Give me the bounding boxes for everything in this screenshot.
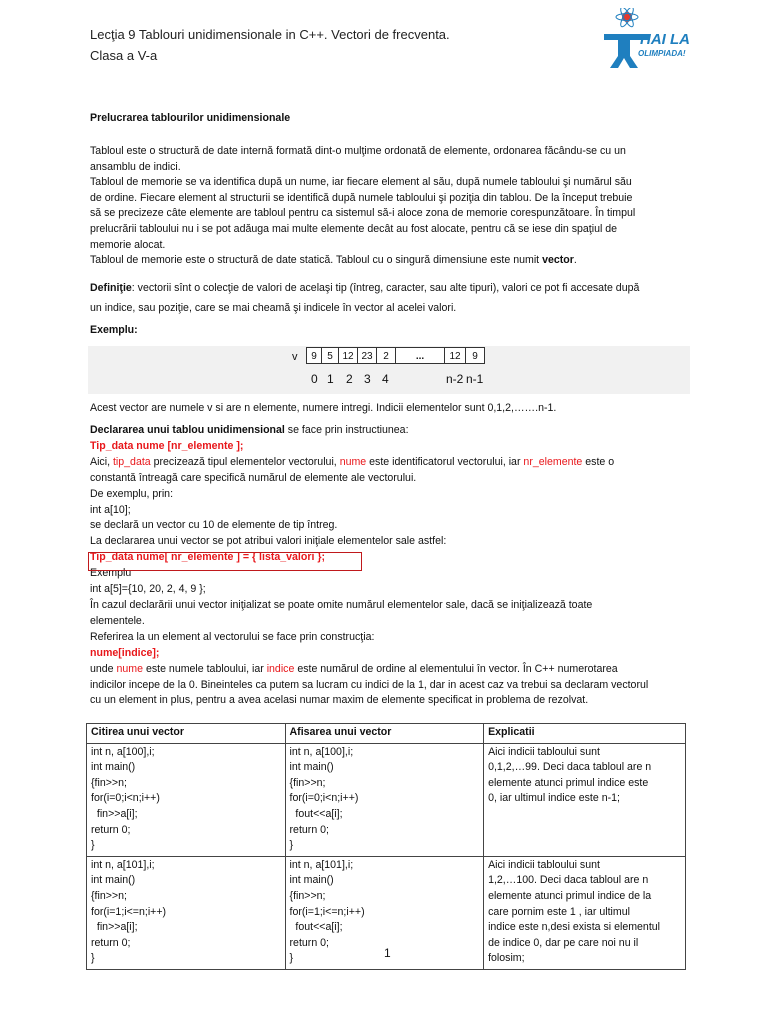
section-title: Prelucrarea tablourilor unidimensionale	[90, 112, 291, 124]
declaration-title-suffix: se face prin instructiunea:	[284, 424, 409, 436]
vector-cell: 23	[357, 347, 377, 364]
example-label: Exemplu:	[90, 324, 138, 336]
table-row	[87, 743, 686, 856]
ref-syntax: nume[indice];	[90, 646, 160, 659]
vector-cell: 9	[465, 347, 485, 364]
vector-index: 0	[311, 372, 318, 386]
vector-table	[86, 723, 686, 970]
logo-text-sub: OLIMPIADA!	[638, 49, 686, 58]
intro-line: de ordine. Fiecare element al structurii se identifică după numele tabloului şi poziţia din tablou. De la început trebuie	[90, 191, 633, 204]
vector-index: n-2	[446, 372, 464, 386]
de-exemplu: De exemplu, prin:	[90, 487, 174, 500]
intro-paragraph	[90, 144, 690, 269]
vector-cell: 5	[321, 347, 339, 364]
term-nume: nume	[116, 662, 144, 675]
aici-line	[90, 455, 690, 471]
exemplu-label: Exemplu	[90, 567, 132, 580]
vector-term: vector	[542, 254, 574, 267]
aici-text: este identificatorul vectorului, iar	[366, 455, 524, 468]
table-header: Explicatii	[484, 724, 686, 744]
read-code-cell: int n, a[100],i; int main() {fin>>n; for(i=0;i<n;i++) fin>>a[i]; return 0; }	[87, 743, 286, 856]
vector-index: 2	[346, 372, 353, 386]
explain-cell: Aici indicii tabloului sunt 0,1,2,…99. Deci daca tabloul are n elemente atunci primul indice este 0, iar ultimul indice este n-1;	[484, 743, 686, 856]
vector-name: v	[292, 351, 298, 363]
static-line-text: Tabloul de memorie este o structură de date statică. Tabloul cu o singură dimensiune este numit	[90, 254, 543, 267]
page-number: 1	[384, 946, 391, 960]
code-example-2: int a[5]={10, 20, 2, 4, 9 };	[90, 583, 206, 596]
definition-paragraph	[90, 278, 690, 318]
write-code-cell: int n, a[100],i; int main() {fin>>n; for(i=0;i<n;i++) fout<<a[i]; return 0; }	[285, 743, 484, 856]
read-code-cell: int n, a[101],i; int main() {fin>>n; for(i=1;i<=n;i++) fin>>a[i]; return 0; }	[87, 856, 286, 969]
table-header: Citirea unui vector	[87, 724, 286, 744]
vector-cell: 9	[306, 347, 322, 364]
definition-line1: : vectorii sînt o colecţie de valori de acelaşi tip (întreg, caracter, sau alte tipuri), valori ce pot fi accesate după	[131, 282, 640, 294]
table-header: Afisarea unui vector	[285, 724, 484, 744]
vector-cell: 12	[338, 347, 358, 364]
omit-line-1: În cazul declarării unui vector iniţializat se poate omite numărul elementelor sale, dacă se iniţializează toate	[90, 598, 593, 611]
term-tip-data: tip_data	[112, 455, 151, 468]
definition-line2: un indice, sau poziţie, care se mai cheamă şi indicele în vector al acelei valori.	[90, 302, 457, 314]
hai-la-olimpiada-logo	[600, 8, 700, 72]
vector-cell: 2	[376, 347, 396, 364]
aici-text: Aici,	[90, 455, 113, 468]
term-nume: nume	[339, 455, 367, 468]
class-label: Clasa a V-a	[90, 48, 158, 63]
unde-line-2: indicilor incepe de la 0. Bineinteles ca putem sa lucram cu indici de la 1, dar in acest caz va trebui sa declaram vectorul	[90, 678, 649, 691]
omit-line-2: elementele.	[90, 614, 145, 627]
vector-cell-ellipsis: ...	[395, 347, 445, 364]
declaration-title: Declararea unui tablou unidimensional	[90, 424, 285, 436]
code-example-1: int a[10];	[90, 503, 131, 516]
vector-explanation: Acest vector are numele v si are n elemente, numere intregi. Indicii elementelor sunt 0,1,2,…….n-1.	[90, 402, 557, 414]
term-indice: indice	[266, 662, 295, 675]
init-syntax-box	[88, 552, 362, 571]
intro-line: ansamblu de indici.	[90, 160, 181, 173]
unde-text: unde	[90, 662, 117, 675]
intro-line: prelucrării tabloului nu i se pot adăuga mai multe elemente decât au fost alocate, pentru că se iese din spaţiul de	[90, 222, 618, 235]
vector-index: n-1	[466, 372, 484, 386]
unde-text: este numele tabloului, iar	[143, 662, 267, 675]
declaration-syntax: Tip_data nume [nr_elemente ];	[90, 439, 244, 452]
const-line: constantă întreagă care specifică numărul de elemente ale vectorului.	[90, 471, 417, 484]
intro-line: memorie alocat.	[90, 238, 166, 251]
vector-index: 3	[364, 372, 371, 386]
unde-line-3: cu un element in plus, pentru a avea acelasi numar maxim de elemente specificat in problema de rezolvat.	[90, 694, 589, 707]
intro-line: Tabloul este o structură de date internă formată dint-o mulţime ordonată de elemente, ordonarea făcându-se cu un	[90, 145, 626, 157]
vector-index: 4	[382, 372, 389, 386]
definition-label: Definiţie	[90, 282, 132, 294]
aici-text: precizează tipul elementelor vectorului,	[150, 455, 340, 468]
write-code-cell: int n, a[101],i; int main() {fin>>n; for(i=1;i<=n;i++) fout<<a[i]; return 0; }	[285, 856, 484, 969]
aici-text: este o	[582, 455, 615, 468]
logo-text-main: HAI LA	[640, 31, 690, 48]
lesson-title: Lecţia 9 Tablouri unidimensionale in C++. Vectori de frecventa.	[90, 27, 450, 42]
vector-index: 1	[327, 372, 334, 386]
unde-line	[90, 662, 690, 678]
static-line-end: .	[573, 254, 577, 267]
se-declara-line: se declară un vector cu 10 de elemente de tip întreg.	[90, 519, 338, 532]
intro-line: să se precizeze câte elemente are tabloul pentru ca sistemul să-i aloce zona de memorie corespunzătoare. În timpul	[90, 207, 636, 220]
ref-intro: Referirea la un element al vectorului se face prin construcţia:	[90, 630, 375, 643]
term-nr-elemente: nr_elemente	[523, 455, 583, 468]
explain-cell: Aici indicii tabloului sunt 1,2,…100. Deci daca tabloul are n elemente atunci primul indice de la care pornim este 1 , iar ultimul indice este n,desi exista si elementul de indice 0, dar pe care noi nu il folosim;	[484, 856, 686, 969]
init-intro: La declararea unui vector se pot atribui valori iniţiale elementelor sale astfel:	[90, 535, 447, 548]
intro-line: Tabloul de memorie se va identifica după un nume, iar fiecare element al său, după numele tabloului şi numărul său	[90, 176, 632, 189]
unde-text: este numărul de ordine al elementului în vector. În C++ numerotarea	[294, 662, 618, 675]
static-structure-line	[90, 253, 690, 269]
vector-cell: 12	[444, 347, 466, 364]
init-syntax: Tip_data nume[ nr_elemente ] = { lista_valori };	[90, 551, 326, 564]
table-header-row	[87, 724, 686, 744]
